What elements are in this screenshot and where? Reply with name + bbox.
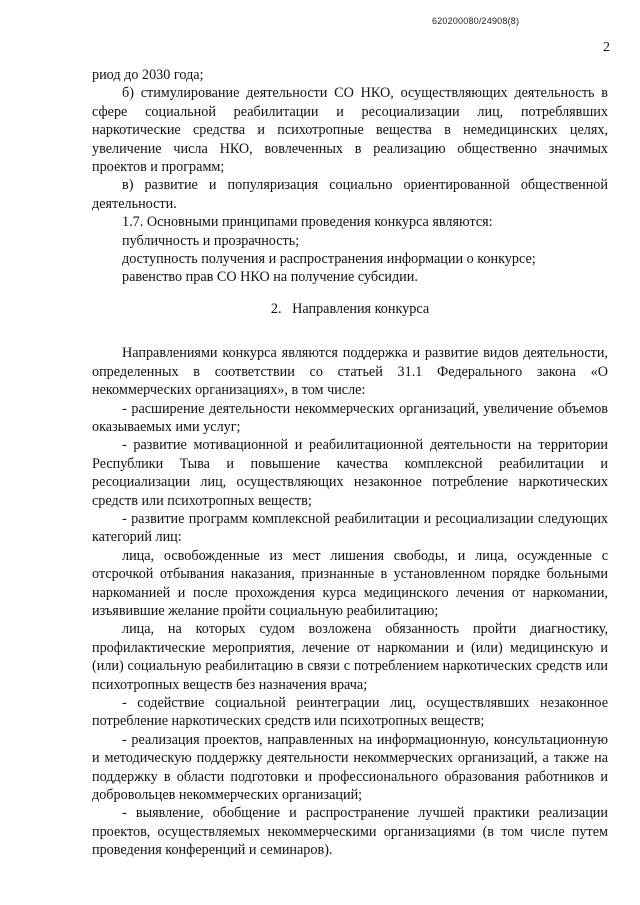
principle-item: доступность получения и распространения информации о конкурсе; [122, 251, 536, 268]
direction-item: - развитие мотивационной и реабилитационной деятельности на территории Республики Тыва и повышение качества комплексной реабилитации и ресоциализации лиц, осуществляющих незаконное потребление наркотических средств или психотропных веществ; [92, 437, 608, 509]
category-item: лица, освобожденные из мест лишения свободы, и лица, осужденные с отсрочкой отбывания наказания, признанные в установленном порядке больными наркоманией и после прохождения курса медицинского лечения от наркомании, изъявившие желание пройти социальную реабилитацию; [92, 547, 608, 619]
paragraph-principles-intro: 1.7. Основными принципами проведения конкурса являются: [122, 214, 493, 231]
section-heading: 2. Направления конкурса [270, 300, 430, 317]
document-body [92, 66, 608, 860]
direction-item: - развитие программ комплексной реабилитации и ресоциализации следующих категорий лиц: [92, 510, 608, 546]
direction-item: - реализация проектов, направленных на информационную, консультационную и методическую поддержку деятельности некоммерческих организаций, а также на поддержку в области подготовки и профессионального образования работников и добровольцев некоммерческих организаций; [92, 731, 608, 804]
page-number: 2 [603, 40, 610, 55]
principle-item: публичность и прозрачность; [122, 232, 300, 249]
direction-item: - расширение деятельности некоммерческих организаций, увеличение объемов оказываемых ими услуг; [92, 400, 608, 435]
direction-item: - выявление, обобщение и распространение лучшей практики реализации проектов, осуществляемых некоммерческими организациями (в том числе путем проведения конференций и семинаров). [92, 805, 608, 859]
paragraph-goal-b: б) стимулирование деятельности СО НКО, осуществляющих деятельность в сфере социальной реабилитации и ресоциализации лиц, потреблявших наркотические средства и психотропные вещества в немедицинских целях, увеличение числа НКО, вовлеченных в реализацию общественно значимых проектов и программ; [92, 85, 608, 176]
category-item: лица, на которых судом возложена обязанность пройти диагностику, профилактические мероприятия, лечение от наркомании и (или) медицинскую и (или) социальную реабилитацию в связи с потреблением наркотических средств или психотропных веществ без назначения врача; [92, 621, 608, 693]
direction-item: - содействие социальной реинтеграции лиц, осуществлявших незаконное потребление наркотических средств или психотропных веществ; [92, 695, 608, 730]
document-code: 620200080/24908(8) [432, 16, 520, 26]
paragraph-directions-intro: Направлениями конкурса являются поддержка и развитие видов деятельности, определенных в соответствии со статьей 31.1 Федерального закона «О некоммерческих организациях», в том числе: [92, 345, 608, 399]
paragraph-period-continuation: риод до 2030 года; [92, 67, 204, 83]
principle-item: равенство прав СО НКО на получение субсидии. [122, 269, 418, 286]
paragraph-goal-v: в) развитие и популяризация социально ориентированной общественной деятельности. [92, 177, 608, 212]
